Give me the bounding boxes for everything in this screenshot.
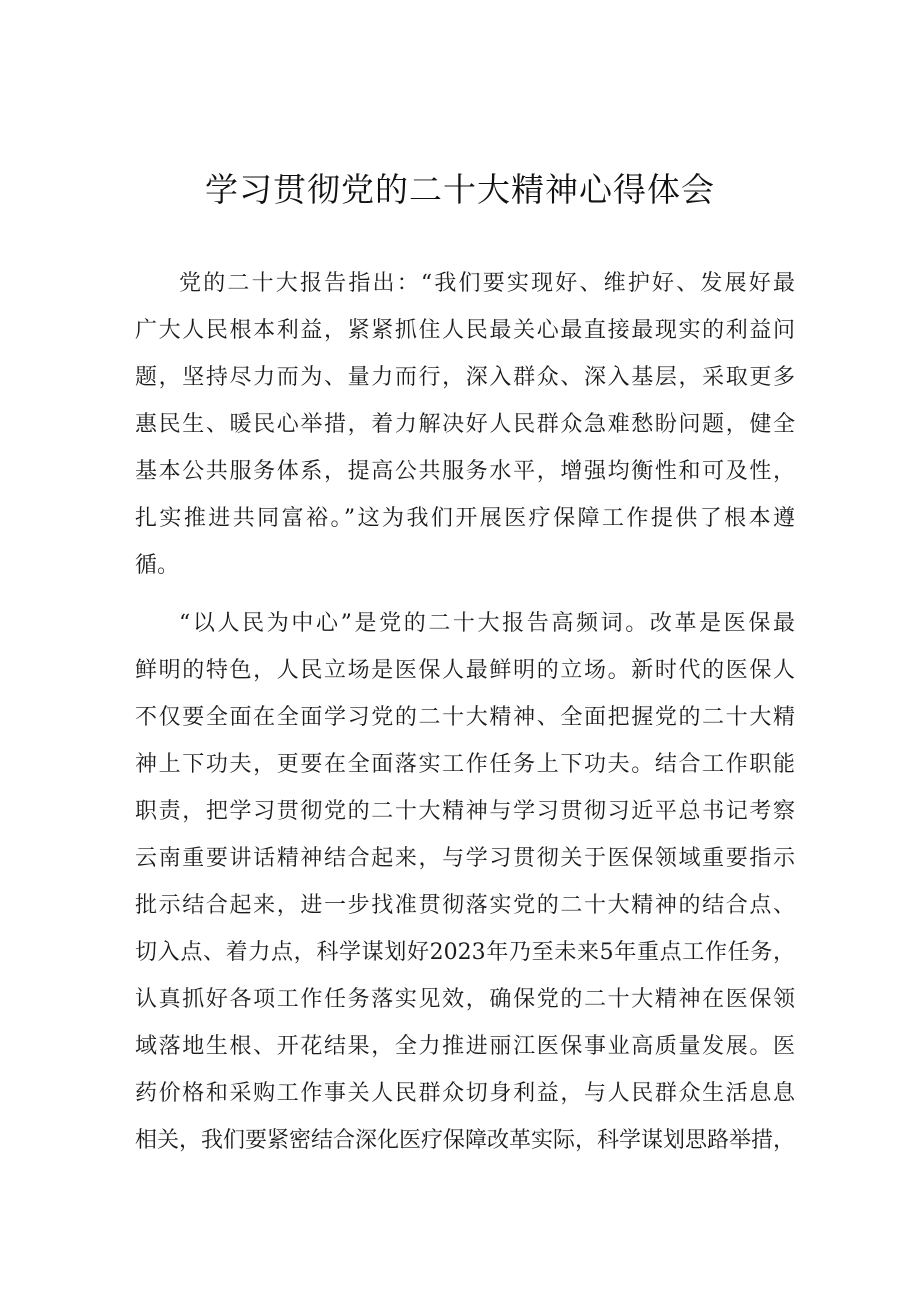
paragraph-line: 惠民生、暖民心举措，着力解决好人民群众急难愁盼问题，健全: [135, 412, 795, 437]
paragraph-line: 相关，我们要紧密结合深化医疗保障改革实际，科学谋划思路举措，: [135, 1128, 795, 1153]
paragraph-line: 云南重要讲话精神结合起来，与学习贯彻关于医保领域重要指示: [135, 846, 795, 871]
paragraph-line: 神上下功夫，更要在全面落实工作任务上下功夫。结合工作职能: [135, 752, 795, 777]
paragraph-line: 党的二十大报告指出：“我们要实现好、维护好、发展好最: [179, 271, 795, 296]
paragraph-line: 题，坚持尽力而为、量力而行，深入群众、深入基层，采取更多: [135, 365, 795, 390]
paragraph-line: 域落地生根、开花结果，全力推进丽江医保事业高质量发展。医: [135, 1034, 795, 1059]
paragraph-line: 认真抓好各项工作任务落实见效，确保党的二十大精神在医保领: [135, 987, 795, 1012]
paragraph-line: 切入点、着力点，科学谋划好2023年乃至未来5年重点工作任务，: [135, 940, 795, 965]
paragraph-line: “以人民为中心”是党的二十大报告高频词。改革是医保最: [179, 611, 795, 636]
paragraph-line: 鲜明的特色，人民立场是医保人最鲜明的立场。新时代的医保人: [135, 658, 795, 683]
paragraph-line: 广大人民根本利益，紧紧抓住人民最关心最直接最现实的利益问: [135, 318, 795, 343]
paragraph-1: [135, 260, 795, 589]
document-title: 学习贯彻党的二十大精神心得体会: [205, 170, 715, 209]
paragraph-line: 扎实推进共同富裕。”这为我们开展医疗保障工作提供了根本遵: [135, 506, 795, 531]
paragraph-line: 职责，把学习贯彻党的二十大精神与学习贯彻习近平总书记考察: [135, 799, 795, 824]
paragraph-line: 药价格和采购工作事关人民群众切身利益，与人民群众生活息息: [135, 1081, 795, 1106]
paragraph-line: 循。: [135, 553, 180, 578]
paragraph-2: [135, 600, 795, 1164]
paragraph-line: 批示结合起来，进一步找准贯彻落实党的二十大精神的结合点、: [135, 893, 795, 918]
paragraph-line: 基本公共服务体系，提高公共服务水平，增强均衡性和可及性，: [135, 459, 795, 484]
paragraph-line: 不仅要全面在全面学习党的二十大精神、全面把握党的二十大精: [135, 705, 795, 730]
